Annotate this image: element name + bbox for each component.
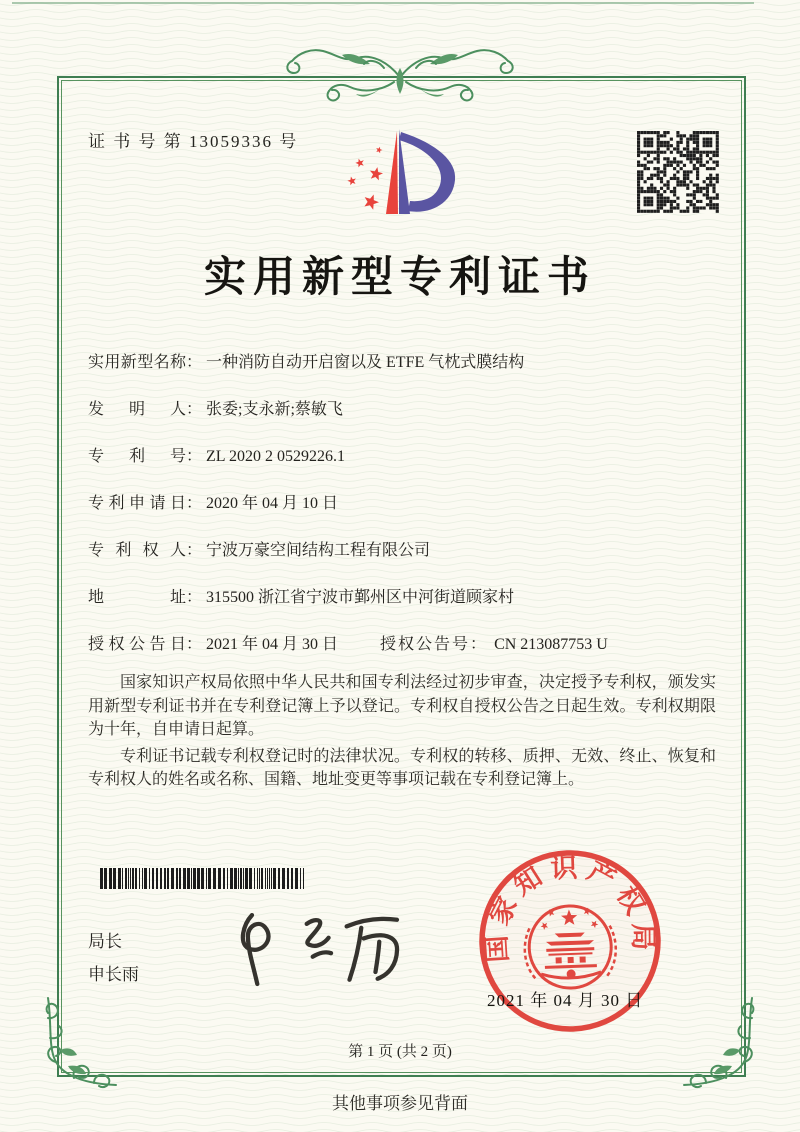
back-side-note: 其他事项参见背面: [332, 1094, 468, 1113]
page-top-scan-line: [12, 2, 754, 4]
legal-text: [88, 671, 716, 795]
field-value: 一种消防自动开启窗以及 ETFE 气枕式膜结构: [206, 354, 525, 371]
field-value: 2020 年 04 月 10 日: [206, 495, 339, 512]
seal-date: 2021 年 04 月 30 日: [487, 991, 644, 1010]
cnipa-logo-icon: [338, 122, 466, 226]
field-row-filing-date: 专利申请日 ： 2020 年 04 月 10 日: [88, 491, 718, 517]
barcode-icon: [100, 868, 310, 889]
page-number: 第 1 页 (共 2 页): [348, 1044, 452, 1060]
legal-paragraph-2: 专利证书记载专利权登记时的法律状况。专利权的转移、质押、无效、终止、恢复和专利权人的姓名或名称、国籍、地址变更等事项记载在专利登记簿上。: [88, 747, 716, 788]
field-list: [88, 350, 718, 679]
field-row-patentee: 专利权人 ： 宁波万豪空间结构工程有限公司: [88, 538, 718, 564]
field-label: 专利号: [88, 448, 186, 465]
signature-icon: [215, 893, 422, 988]
field-value: 宁波万豪空间结构工程有限公司: [206, 542, 431, 559]
signer-name: 申长雨: [88, 965, 139, 984]
field-value: 张委;支永新;蔡敏飞: [206, 401, 343, 418]
field-label: 授权公告号: [380, 636, 471, 653]
field-label: 发明人: [88, 401, 186, 418]
field-row-patent-number: 专利号 ： ZL 2020 2 0529226.1: [88, 444, 718, 470]
field-row-address: 地址 ： 315500 浙江省宁波市鄞州区中河街道顾家村: [88, 585, 718, 611]
field-row-grant-date-and-number: 授权公告日 ： 2021 年 04 月 30 日 授权公告号： CN 213087753 U: [88, 632, 718, 658]
top-flourish-ornament: [280, 42, 520, 104]
legal-paragraph-1: 国家知识产权局依照中华人民共和国专利法经过初步审查，决定授予专利权，颁发实用新型专利证书并在专利登记簿上予以登记。专利权自授权公告之日起生效。专利权期限为十年，自申请日起算。: [88, 674, 716, 738]
field-row-inventors: 发明人 ： 张委;支永新;蔡敏飞: [88, 397, 718, 423]
field-row-invention-name: 实用新型名称 ： 一种消防自动开启窗以及 ETFE 气枕式膜结构: [88, 350, 718, 376]
field-label: 实用新型名称: [88, 354, 186, 371]
signer-role: 局长: [88, 932, 122, 951]
svg-text:国家知识产权局: 国家知识产权局: [481, 852, 659, 964]
certificate-number: 证 书 号 第 13059336 号: [88, 132, 299, 151]
field-value: 315500 浙江省宁波市鄞州区中河街道顾家村: [206, 589, 515, 606]
grant-number-field: 授权公告号： CN 213087753 U: [380, 636, 608, 653]
field-value: 2021 年 04 月 30 日: [206, 636, 339, 653]
signer-block: [88, 925, 139, 991]
field-label: 授权公告日: [88, 636, 186, 653]
field-label: 专利权人: [88, 542, 186, 559]
field-value: ZL 2020 2 0529226.1: [206, 448, 345, 465]
field-value: CN 213087753 U: [494, 636, 608, 653]
field-label: 地址: [88, 589, 186, 606]
field-label: 专利申请日: [88, 495, 186, 512]
qr-code-icon: [637, 131, 719, 213]
certificate-title: 实用新型专利证书: [203, 255, 596, 301]
